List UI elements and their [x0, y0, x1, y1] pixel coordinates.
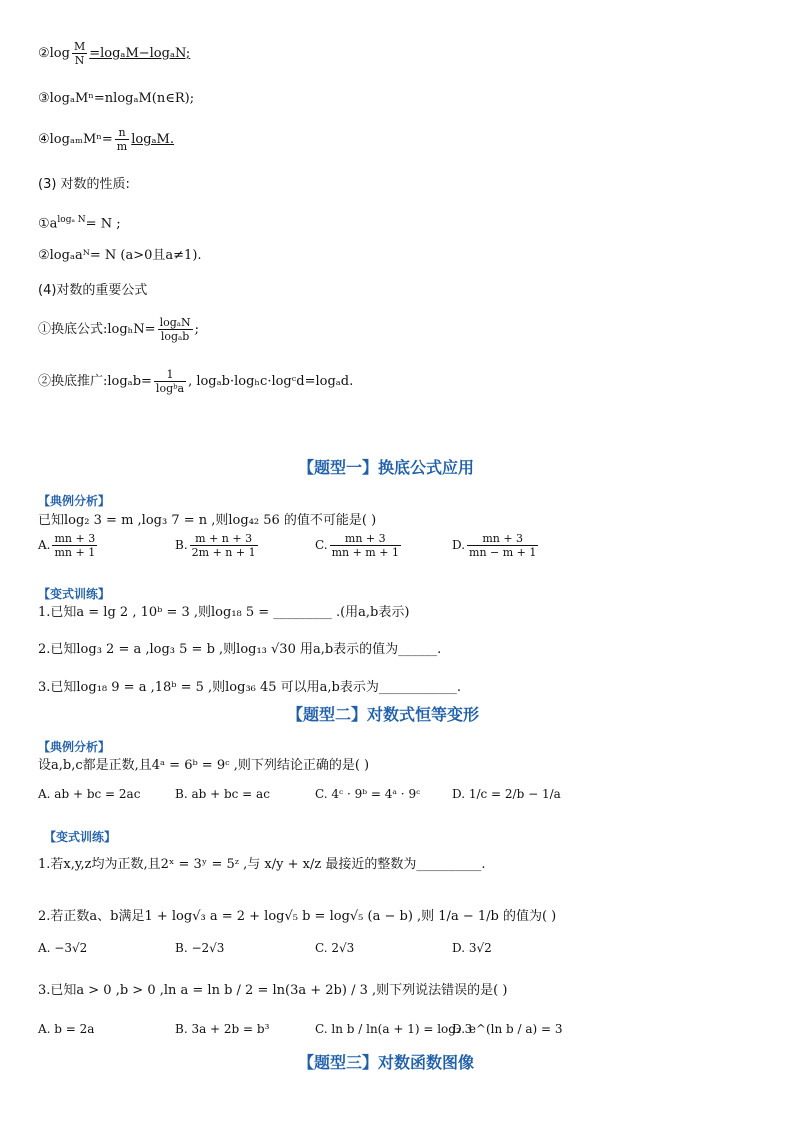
option-d: D. 1/c = 2/b − 1/a — [452, 787, 561, 801]
option-c: C. 4ᶜ · 9ᵇ = 4ᵃ · 9ᶜ — [315, 787, 421, 801]
change-of-base-extension: ②换底推广:logₐb= $\frac{1}{\text{logᵇa}}$ , logₐb·logₕc·logᶜd=logₐd. — [38, 368, 354, 395]
training-question-3: 3.已知a > 0 ,b > 0 ,ln a = ln b / 2 = ln(3a + 2b) / 3 ,则下列说法错误的是( ) — [38, 983, 508, 998]
change-of-base-formula: ①换底公式:logₕN= $\frac{\text{logₐN}}{\text{logₐb}}$ ; — [38, 316, 200, 343]
option-d: D. 3√2 — [452, 941, 492, 955]
option-c: C. ln b / ln(a + 1) = log₂ 3 — [315, 1022, 473, 1036]
section-title-1: 【题型一】换底公式应用 — [298, 458, 475, 477]
option-b: B. $\frac{m + n + 3}{2m + n + 1}$ — [175, 532, 256, 559]
training-tag: 【变式训练】 — [44, 830, 117, 844]
formula-log-power: ③logₐMⁿ=nlogₐM(n∈R); — [38, 91, 195, 106]
option-a: A. −3√2 — [38, 941, 88, 955]
option-d: D. e^(ln b / a) = 3 — [452, 1022, 563, 1036]
section-title-3: 【题型三】对数函数图像 — [298, 1053, 475, 1072]
training-question-1: 1.若x,y,z均为正数,且2ˣ = 3ʸ = 5ᶻ ,与 x/y + x/z 最接近的整数为__________. — [38, 857, 486, 872]
heading-important-formulas: (4)对数的重要公式 — [38, 283, 148, 298]
formula-log-quotient: ②log $\frac{M}{N}$ =logₐM−logₐN; — [38, 40, 191, 67]
option-c: C. $\frac{mn + 3}{mn + m + 1}$ — [315, 532, 399, 559]
training-question-2: 2.已知log₃ 2 = a ,log₃ 5 = b ,则log₁₃ √30 用a,b表示的值为______. — [38, 642, 442, 657]
question-text: 已知log₂ 3 = m ,log₃ 7 = n ,则log₄₂ 56 的值不可能是( ) — [38, 513, 377, 528]
question-text: 设a,b,c都是正数,且4ᵃ = 6ᵇ = 9ᶜ ,则下列结论正确的是( ) — [38, 758, 370, 773]
section-title-2: 【题型二】对数式恒等变形 — [287, 705, 480, 724]
property-1: $①a^{log_a N}= N$ ; — [38, 215, 121, 232]
training-question-1: 1.已知a = lg 2 , 10ᵇ = 3 ,则log₁₈ 5 = _________ .(用a,b表示) — [38, 605, 410, 620]
training-question-2: 2.若正数a、b满足1 + log√₃ a = 2 + log√₅ b = log√₅ (a − b) ,则 1/a − 1/b 的值为( ) — [38, 909, 557, 924]
fraction: $\frac{\text{logₐN}}{\text{logₐb}}$ — [159, 316, 191, 343]
training-question-3: 3.已知log₁₈ 9 = a ,18ᵇ = 5 ,则log₃₆ 45 可以用a,b表示为____________. — [38, 680, 462, 695]
option-a: A. ab + bc = 2ac — [38, 787, 141, 801]
option-b: B. ab + bc = ac — [175, 787, 270, 801]
option-c: C. 2√3 — [315, 941, 355, 955]
fraction: $\frac{n}{m}$ — [116, 126, 128, 153]
option-a: A. $\frac{mn + 3}{mn + 1}$ — [38, 532, 96, 559]
example-tag: 【典例分析】 — [38, 494, 111, 508]
formula-log-base-power: ④logₐₘMⁿ= $\frac{n}{m}$ logₐM. — [38, 126, 174, 153]
option-a: A. b = 2a — [38, 1022, 95, 1036]
fraction: $\frac{M}{N}$ — [73, 40, 86, 67]
fraction: $\frac{1}{\text{logᵇa}}$ — [155, 368, 185, 395]
example-tag: 【典例分析】 — [38, 740, 111, 754]
option-b: B. 3a + 2b = b³ — [175, 1022, 270, 1036]
option-b: B. −2√3 — [175, 941, 225, 955]
property-2: ②logₐaᴺ= N (a>0且a≠1). — [38, 248, 202, 263]
option-d: D. $\frac{mn + 3}{mn - m + 1}$ — [452, 532, 537, 559]
heading-properties: (3) 对数的性质: — [38, 177, 130, 192]
training-tag: 【变式训练】 — [38, 587, 111, 601]
